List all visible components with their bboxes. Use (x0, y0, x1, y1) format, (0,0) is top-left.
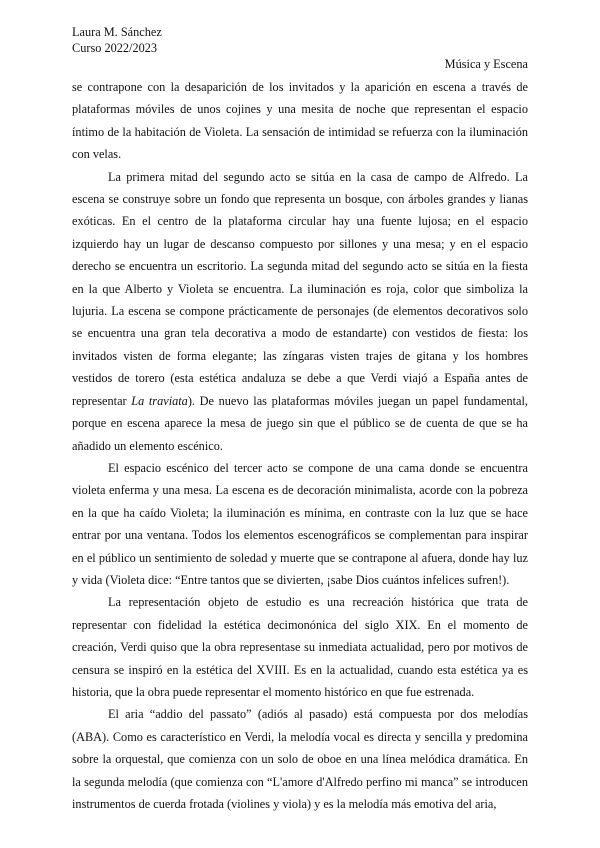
paragraph-historical-recreation: La representación objeto de estudio es una recreación histórica que trata de representar con fidelidad la estética decimonónica del siglo XIX. En el momento de creación, Verdi quiso que la obra representase su inmediata actualidad, pero por motivos de censura se inspiró en la estética del XVIII. Es en la actualidad, cuando esta estética ya es historia, que la obra puede representar el momento histórico en que fue estrenada. (72, 595, 528, 699)
opera-title: La traviata (131, 393, 188, 408)
subject-title: Música y Escena (444, 57, 528, 71)
paragraph-aria: El aria “addio del passato” (adiós al pasado) está compuesta por dos melodías (ABA). Como es característico en Verdi, la melodía vocal es directa y sencilla y predomina sobre la orquestal, que comienza con un solo de oboe en una línea melódica dramática. En la segunda melodía (que comienza con “L'amore d'Alfredo perfino mi manca” se introducen instrumentos de cuerda frotada (violines y viola) y es la melodía más emotiva del aria, (72, 707, 528, 811)
paragraph-third-act: El espacio escénico del tercer acto se compone de una cama donde se encuentra violeta enferma y una mesa. La escena es de decoración minimalista, acorde con la pobreza en la que ha caído Violeta; la iluminación es mínima, en contraste con la luz que se hace entrar por una ventana. Todos los elementos escenográficos se complementan para inspirar en el público un sentimiento de soledad y muerte que se contrapone al afuera, donde hay luz y vida (Violeta dice: “Entre tantos que se divierten, ¡sabe Dios cuántos infelices sufren!). (72, 460, 528, 587)
paragraph-second-act-text-b: ). De nuevo las plataformas móviles juegan un papel fundamental, porque en escena aparece la mesa de juego sin que el público se de cuenta de que se ha añadido un elemento escénico. (72, 393, 528, 453)
body-text (72, 76, 528, 815)
course-year: Curso 2022/2023 (72, 41, 158, 55)
paragraph-continuation: se contrapone con la desaparición de los invitados y la aparición en escena a través de plataformas móviles de unos cojines y una mesita de noche que representan el espacio íntimo de la habitación de Violeta. La sensación de intimidad se refuerza con la iluminación con velas. (72, 80, 528, 162)
paragraph-second-act (72, 166, 528, 457)
author-name: Laura M. Sánchez (72, 25, 162, 39)
paragraph-second-act-text-a: La primera mitad del segundo acto se sitúa en la casa de campo de Alfredo. La escena se construye sobre un fondo que representa un bosque, con árboles grandes y lianas exóticas. En el centro de la plataforma circular hay una fuente lujosa; en el espacio izquierdo hay un lugar de descanso compuesto por sillones y una mesa; y en el espacio derecho se encuentra un escritorio. La segunda mitad del segundo acto se sitúa en la fiesta en la que Alberto y Violeta se encuentra. La iluminación es roja, color que simboliza la lujuria. La escena se compone prácticamente de personajes (de elementos decorativos solo se encuentra una gran tela decorativa a modo de estandarte) con vestidos de fiesta: los invitados visten de forma elegante; las zíngaras visten trajes de gitana y los hombres vestidos de torero (esta estética andaluza se debe a que Verdi viajó a España antes de representar (72, 169, 528, 408)
page-header (72, 24, 528, 56)
